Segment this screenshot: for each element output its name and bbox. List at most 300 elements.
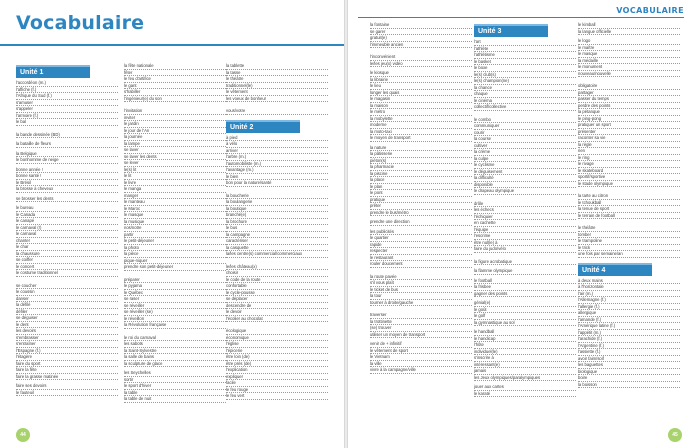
vocab-entry: se déguiser: [16, 315, 118, 322]
vocab-entry: rien: [578, 148, 680, 155]
vocab-entry: collectif/collective: [474, 104, 576, 111]
vocab-entry: le lit: [124, 173, 226, 180]
vocab-entry: une fois par semaine/an: [578, 251, 680, 258]
vocab-entry: bon pour la nature/santé: [226, 180, 328, 187]
vocab-entry: faire ses devoirs: [16, 383, 118, 390]
vocab-entry: pratiquer un sport: [578, 122, 680, 129]
vocab-entry: prêter: [370, 203, 472, 210]
vocab-entry: individuel(le): [474, 349, 576, 356]
vocab-entry: chaque: [474, 91, 576, 98]
vocab-entry: se réveiller: [124, 303, 226, 310]
vocab-entry: l'église: [226, 341, 328, 348]
vocab-entry: le monument: [578, 64, 680, 71]
vocab-entry: l'avantage (m.): [226, 167, 328, 174]
vocab-entry: l'Argentine (f.): [578, 343, 680, 350]
vocab-entry: le logo: [578, 38, 680, 45]
vocab-entry: le(s) club(s): [474, 72, 576, 79]
vocab-entry: nos/notre: [124, 225, 226, 232]
vocab-entry: partir: [124, 232, 226, 239]
vocab-entry: partager: [578, 90, 680, 97]
vocab-entry: expliquer: [226, 374, 328, 381]
title-underline: [0, 44, 344, 46]
vocab-entry: la pièce: [124, 251, 226, 258]
vocab-entry: l'Allemagne (f.): [578, 297, 680, 304]
vocab-entry: le manga: [124, 186, 226, 193]
vocab-entry: obligatoire: [578, 83, 680, 90]
vocab-entry: boire: [578, 375, 680, 382]
vocab-entry: préparer: [124, 277, 226, 284]
vocab-entry: le cyclisme: [474, 162, 576, 169]
vocab-entry: l'équipe: [474, 227, 576, 234]
vocab-entry: la brochure: [226, 219, 328, 226]
vocab-entry: l'affiche (f.): [16, 87, 118, 94]
vocab-entry: disponible: [474, 182, 576, 189]
vocab-entry: la fête nationale: [124, 63, 226, 70]
vocab-entry: la lampe: [124, 141, 226, 148]
vocab-entry: le feu d'artifice: [124, 76, 226, 83]
vocab-entry: cultiver: [474, 143, 576, 150]
vocab-entry: à pied: [226, 135, 328, 142]
unit-heading-1: Unité 1: [16, 65, 90, 78]
vocab-entry: descendre de: [226, 303, 328, 310]
vocab-entry: le vêtement: [226, 89, 328, 96]
vocab-entry: l'épicerie: [226, 348, 328, 355]
vocab-entry: se garer: [370, 29, 472, 36]
vocab-entry: la défilé: [16, 302, 118, 309]
vocab-entry: la piscine: [370, 171, 472, 178]
vocab-entry: la sculpture de glace: [124, 361, 226, 368]
vocab-entry: respecter: [370, 248, 472, 255]
vocab-entry: confortable: [226, 283, 328, 290]
vocab-entry: s'embrasser: [16, 335, 118, 342]
vocab-entry: le rivage: [578, 161, 680, 168]
vocab-entry: le jour de l'An: [124, 128, 226, 135]
vocab-entry: la brosse à cheveux: [16, 186, 118, 193]
vocab-entry: le maître: [578, 45, 680, 52]
vocab-entry: bonne année !: [16, 167, 118, 174]
vocab-entry: la campagne: [226, 232, 328, 239]
vocab-entry: le plan: [370, 184, 472, 191]
vocab-entry: prendre une direction: [370, 219, 472, 226]
vocab-entry: s'amuser: [16, 100, 118, 107]
vocab-entry: le drapeau olympique: [474, 188, 576, 195]
vocab-entry: l'air (m.): [578, 291, 680, 298]
vocab-entry: inviter: [124, 115, 226, 122]
column-unite-3-a: [474, 22, 576, 397]
vocab-entry: le Maroc: [124, 206, 226, 213]
entry-list: [226, 135, 328, 400]
entry-list: [124, 63, 226, 403]
vocab-entry: la/les centre(s) commercial/commerciaux: [226, 251, 328, 258]
vocab-entry: passer du temps: [578, 96, 680, 103]
vocab-entry: vous/votre: [226, 108, 328, 115]
vocab-entry: l'athlète: [474, 46, 576, 53]
vocab-entry: l'ingénieur(e) du son: [124, 96, 226, 103]
vocab-entry: le vêtement de sport: [370, 348, 472, 355]
vocab-entry: la gymnastique au sol: [474, 320, 576, 327]
vocab-entry: faire du sport: [16, 361, 118, 368]
vocab-entry: le trick: [578, 245, 680, 252]
vocab-entry: être loin (de): [226, 354, 328, 361]
vocab-entry: le canapé: [16, 218, 118, 225]
vocab-entry: le quartier: [370, 235, 472, 242]
vocab-entry: présenter: [578, 129, 680, 136]
vocab-entry: la casquette: [226, 245, 328, 252]
running-header: VOCABULAIRE: [616, 6, 684, 15]
vocab-entry: le gant: [124, 83, 226, 90]
vocab-entry: la boucherie: [226, 193, 328, 200]
vocab-entry: la moto-taxi: [370, 129, 472, 136]
vocab-entry: le lieu: [370, 83, 472, 90]
vocab-entry: jouer aux cartes: [474, 384, 576, 391]
column-unite-1-c: [226, 63, 328, 400]
vocab-entry: l'automobiliste (m.): [226, 161, 328, 168]
vocab-entry: la Saint-Sylvestre: [124, 348, 226, 355]
vocab-entry: longer les quais: [370, 90, 472, 97]
vocab-entry: les publicités: [370, 229, 472, 236]
right-page: [348, 0, 692, 448]
vocab-entry: la bataille de fleurs: [16, 141, 118, 148]
vocab-entry: le magasin: [370, 96, 472, 103]
vocab-entry: le kiosque: [370, 70, 472, 77]
entry-list: [16, 80, 118, 396]
vocab-entry: l'armoire (f.): [16, 113, 118, 120]
vocab-entry: le ticket de bus: [370, 287, 472, 294]
vocab-entry: la ville: [370, 361, 472, 368]
vocab-entry: la figure acrobatique: [474, 259, 576, 266]
vocab-entry: l'immeuble ancien: [370, 42, 472, 49]
vocab-entry: bonne santé !: [16, 173, 118, 180]
vocab-entry: la fontaine: [370, 22, 472, 29]
vocab-entry: le Québec: [124, 290, 226, 297]
vocab-entry: se lever: [124, 160, 226, 167]
vocab-entry: le pont: [370, 190, 472, 197]
vocab-entry: la médaille: [578, 58, 680, 65]
vocab-entry: jamais: [474, 368, 576, 375]
vocab-entry: l'Amérique latine (f.): [578, 323, 680, 330]
vocab-entry: le concert: [16, 264, 118, 271]
vocab-entry: le bal: [16, 119, 118, 126]
page-number-right: 45: [668, 428, 682, 442]
vocab-entry: le dent: [16, 322, 118, 329]
vocab-entry: le costume traditionnel: [16, 270, 118, 277]
vocab-entry: la mobylette: [370, 116, 472, 123]
vocab-entry: communiquer: [474, 123, 576, 130]
vocab-entry: le réveillon: [124, 316, 226, 323]
vocab-entry: faire du judo/vélo: [474, 246, 576, 253]
vocab-entry: la frisbee: [474, 284, 576, 291]
vocab-entry: sportif/sportive: [578, 174, 680, 181]
vocab-entry: l'écolier au chocolat: [226, 316, 328, 323]
vocab-entry: le handball: [474, 329, 576, 336]
vocab-entry: le terrain de football: [578, 213, 680, 220]
vocab-entry: branché(e): [226, 212, 328, 219]
vocab-entry: l'escrime: [474, 233, 576, 240]
vocab-entry: la place: [370, 177, 472, 184]
vocab-entry: l'assiette (f.): [578, 349, 680, 356]
vocab-entry: en cachette: [474, 220, 576, 227]
vocab-entry: le boxe: [474, 65, 576, 72]
vocab-entry: le déguisement: [474, 169, 576, 176]
vocab-entry: le devoir: [226, 309, 328, 316]
vocab-entry: le masque: [578, 51, 680, 58]
vocab-entry: facile: [226, 380, 328, 387]
vocab-entry: prendre son petit-déjeuner: [124, 264, 226, 271]
vocab-entry: le pyjama: [124, 283, 226, 290]
vocab-entry: le jardin: [124, 121, 226, 128]
vocab-entry: vivre à la campagne/ville: [370, 367, 472, 374]
vocab-entry: les Seychelles: [124, 370, 226, 377]
vocab-entry: venir de + infinitif: [370, 341, 472, 348]
vocab-entry: l'échiquier: [474, 214, 576, 221]
vocab-entry: tomber: [578, 232, 680, 239]
vocab-entry: le cinéma: [474, 98, 576, 105]
vocab-entry: l'invitation: [124, 108, 226, 115]
unit-heading-3: Unité 3: [474, 24, 548, 37]
vocab-entry: le ring: [578, 155, 680, 162]
vocab-entry: le théâtre: [226, 76, 328, 83]
vocab-entry: la nature: [370, 145, 472, 152]
vocab-entry: l'appétit (m.): [578, 330, 680, 337]
vocab-entry: le Canada: [16, 212, 118, 219]
vocab-entry: le(s) lit: [124, 167, 226, 174]
entry-list: [370, 22, 472, 374]
vocab-entry: l'accordéon (m.): [16, 80, 118, 87]
vocab-entry: (se) trouver: [370, 325, 472, 332]
vocab-entry: l'étagère: [16, 354, 118, 361]
vocab-entry: la pharmacie: [370, 164, 472, 171]
vocab-entry: biologique: [578, 369, 680, 376]
unit-heading-2: Unité 2: [226, 120, 300, 133]
running-header-line: [358, 17, 684, 18]
vocab-entry: la tour: [370, 293, 472, 300]
vocab-entry: la tenue de sport: [578, 206, 680, 213]
vocab-entry: la langue officielle: [578, 29, 680, 36]
vocab-entry: le Vietnam: [370, 354, 472, 361]
vocab-entry: les voeux de bonheur: [226, 96, 328, 103]
vocab-entry: génial(e): [474, 300, 576, 307]
vocab-entry: se coiffer: [16, 257, 118, 264]
vocab-entry: le masque: [124, 212, 226, 219]
vocab-entry: la pétanque: [578, 109, 680, 116]
vocab-entry: danser: [16, 296, 118, 303]
vocab-entry: le bus: [226, 225, 328, 232]
vocab-entry: l'allergie (f.): [578, 304, 680, 311]
vocab-entry: les Jeux olympiques/paralympiques: [474, 375, 576, 382]
vocab-entry: se déplacer: [226, 296, 328, 303]
vocab-entry: la trottinette: [370, 319, 472, 326]
vocab-entry: manger: [124, 193, 226, 200]
vocab-entry: raconter sa vie: [578, 135, 680, 142]
vocab-entry: le sport d'hiver: [124, 383, 226, 390]
vocab-entry: les devoirs: [16, 328, 118, 335]
vocab-entry: le petit-déjeuner: [124, 238, 226, 245]
vocab-entry: la crème: [474, 149, 576, 156]
vocab-entry: le feu vert: [226, 393, 328, 400]
vocab-entry: les échecs: [474, 207, 576, 214]
vocab-entry: le carnaval (!): [16, 225, 118, 232]
vocab-entry: la musique: [124, 219, 226, 226]
vocab-entry: le théâtre: [578, 225, 680, 232]
vocab-entry: choisir: [226, 270, 328, 277]
vocab-entry: l'hôte: [474, 342, 576, 349]
vocab-entry: le bureau: [16, 205, 118, 212]
vocab-entry: le ping-pong: [578, 116, 680, 123]
vocab-entry: l'Afrique du Sud (f.): [16, 93, 118, 100]
vocab-entry: la librairie: [370, 77, 472, 84]
vocab-entry: perdre des points: [578, 103, 680, 110]
vocab-entry: faire la fête: [16, 367, 118, 374]
vocab-entry: pique-niquer: [124, 258, 226, 265]
vocab-entry: allergique: [578, 310, 680, 317]
vocab-entry: rapide: [370, 242, 472, 249]
vocab-entry: la course: [474, 136, 576, 143]
vocab-entry: le combo: [474, 117, 576, 124]
vocab-entry: se laver les dents: [124, 154, 226, 161]
column-unite-3-b: [578, 22, 680, 388]
vocab-entry: prendre le bus/métro: [370, 210, 472, 217]
vocab-entry: se raser: [124, 296, 226, 303]
vocab-entry: la difficulté: [474, 175, 576, 182]
vocab-entry: nouveau/nouvelle: [578, 71, 680, 78]
vocab-entry: le roi du carnaval: [124, 335, 226, 342]
vocab-entry: le golf: [474, 313, 576, 320]
vocab-entry: le trampoline: [578, 238, 680, 245]
vocab-entry: à vélo: [226, 141, 328, 148]
vocab-entry: à deux mains: [578, 278, 680, 285]
vocab-entry: arriver: [226, 148, 328, 155]
column-unite-2-b: [370, 22, 472, 374]
entry-list: [226, 63, 328, 115]
vocab-entry: la maison: [370, 103, 472, 110]
vocab-entry: le moyen de transport: [370, 135, 472, 142]
vocab-entry: la tablette: [226, 63, 328, 70]
vocab-entry: la règle: [578, 142, 680, 149]
vocab-entry: la photo: [124, 245, 226, 252]
entry-list: [578, 22, 680, 258]
vocab-entry: le(s) champion(ne): [474, 78, 576, 85]
vocab-entry: traditionnel(le): [226, 83, 328, 90]
vocab-entry: le code de la route: [226, 277, 328, 284]
vocab-entry: le/les jeu(x) vidéo: [370, 61, 472, 68]
vocab-entry: le bien: [226, 174, 328, 181]
vocab-entry: se réveiller (se): [124, 309, 226, 316]
vocab-entry: le kimball: [578, 22, 680, 29]
vocab-entry: les sabots: [124, 341, 226, 348]
vocab-entry: l'Espagne (f.): [16, 348, 118, 355]
vocab-entry: le football: [474, 278, 576, 285]
vocab-entry: l'athlétisme: [474, 52, 576, 59]
vocab-entry: le char: [16, 244, 118, 251]
left-page: [0, 0, 344, 448]
vocab-entry: l'amande (f.): [578, 317, 680, 324]
vocab-entry: s'inscrire à: [474, 355, 576, 362]
vocab-entry: se coucher: [16, 283, 118, 290]
vocab-entry: l'explication: [226, 367, 328, 374]
vocab-entry: être nul(le) à: [474, 240, 576, 247]
vocab-entry: sortir: [124, 377, 226, 384]
vocab-entry: le feu rouge: [226, 387, 328, 394]
vocab-entry: le livre: [124, 180, 226, 187]
vocab-entry: la bande dessinée (BD): [16, 132, 118, 139]
unit-heading-4: Unité 4: [578, 263, 652, 276]
vocab-entry: le métro: [370, 109, 472, 116]
vocab-entry: la route pavée: [370, 274, 472, 281]
vocab-entry: se brosser les dents: [16, 196, 118, 203]
vocab-entry: la chaussure: [16, 251, 118, 258]
vocab-entry: le Brésil: [16, 180, 118, 187]
vocab-entry: la pâtisserie: [370, 151, 472, 158]
vocab-entry: le stade olympique: [578, 181, 680, 188]
vocab-entry: écologique: [226, 328, 328, 335]
vocab-entry: le tchoukball: [578, 200, 680, 207]
vocab-entry: à l'horizontale: [578, 284, 680, 291]
vocab-entry: intéressant(e): [474, 362, 576, 369]
vocab-entry: le restaurant: [370, 255, 472, 262]
vocab-entry: le fauteuil: [16, 390, 118, 397]
vocab-entry: chanter: [16, 238, 118, 245]
vocab-entry: le manteau: [124, 199, 226, 206]
vocab-entry: caractériser: [226, 238, 328, 245]
vocab-entry: la boisson: [578, 382, 680, 389]
vocab-entry: s'entraîner: [16, 341, 118, 348]
vocab-entry: gratuit(e): [370, 35, 472, 42]
vocab-entry: faire la grasse matinée: [16, 374, 118, 381]
vocab-entry: l'inconvénient: [370, 54, 472, 61]
vocab-entry: le bonhomme de neige: [16, 157, 118, 164]
entry-list: [578, 278, 680, 389]
vocab-entry: le goût: [474, 307, 576, 314]
vocab-entry: le/les château(x): [226, 264, 328, 271]
vocab-entry: le cycle-pousse: [226, 290, 328, 297]
vocab-entry: la chance: [474, 85, 576, 92]
vocab-entry: la Belgique: [16, 151, 118, 158]
vocab-entry: courir: [474, 130, 576, 137]
vocab-entry: la table de nuit: [124, 396, 226, 403]
vocab-entry: le karaté: [474, 391, 576, 398]
vocab-entry: s'habiller: [124, 89, 226, 96]
entry-list: [474, 39, 576, 397]
page-title: Vocabulaire: [16, 12, 145, 34]
column-unite-1-a: [16, 63, 118, 396]
vocab-entry: l'arbre (m.): [226, 154, 328, 161]
vocab-entry: l'arachide (f.): [578, 336, 680, 343]
vocab-entry: s'il vous plaît: [370, 280, 472, 287]
vocab-entry: la tasse: [226, 70, 328, 77]
vocab-entry: la journée: [124, 134, 226, 141]
vocab-entry: s'appeler: [16, 106, 118, 113]
vocab-entry: pratique: [370, 197, 472, 204]
vocab-entry: la salle de bains: [124, 354, 226, 361]
vocab-entry: gagner des points: [474, 291, 576, 298]
vocab-entry: être près (de): [226, 361, 328, 368]
vocab-entry: la table: [124, 390, 226, 397]
page-number-left: 44: [16, 428, 30, 442]
vocab-entry: drôle: [474, 201, 576, 208]
vocab-entry: la boulangerie: [226, 199, 328, 206]
vocab-entry: la flamme olympique: [474, 268, 576, 275]
vocab-entry: la culpe: [474, 156, 576, 163]
vocab-entry: les baguettes: [578, 362, 680, 369]
vocab-entry: défiler: [16, 309, 118, 316]
vocab-entry: tourner à droite/gauche: [370, 300, 472, 307]
vocab-entry: utiliser un moyen de transport: [370, 332, 472, 339]
vocab-entry: économique: [226, 335, 328, 342]
vocab-entry: la Révolution française: [124, 322, 226, 329]
vocab-entry: rouler doucement: [370, 261, 472, 268]
column-unite-1-b: [124, 63, 226, 403]
vocab-entry: l'art: [474, 39, 576, 46]
